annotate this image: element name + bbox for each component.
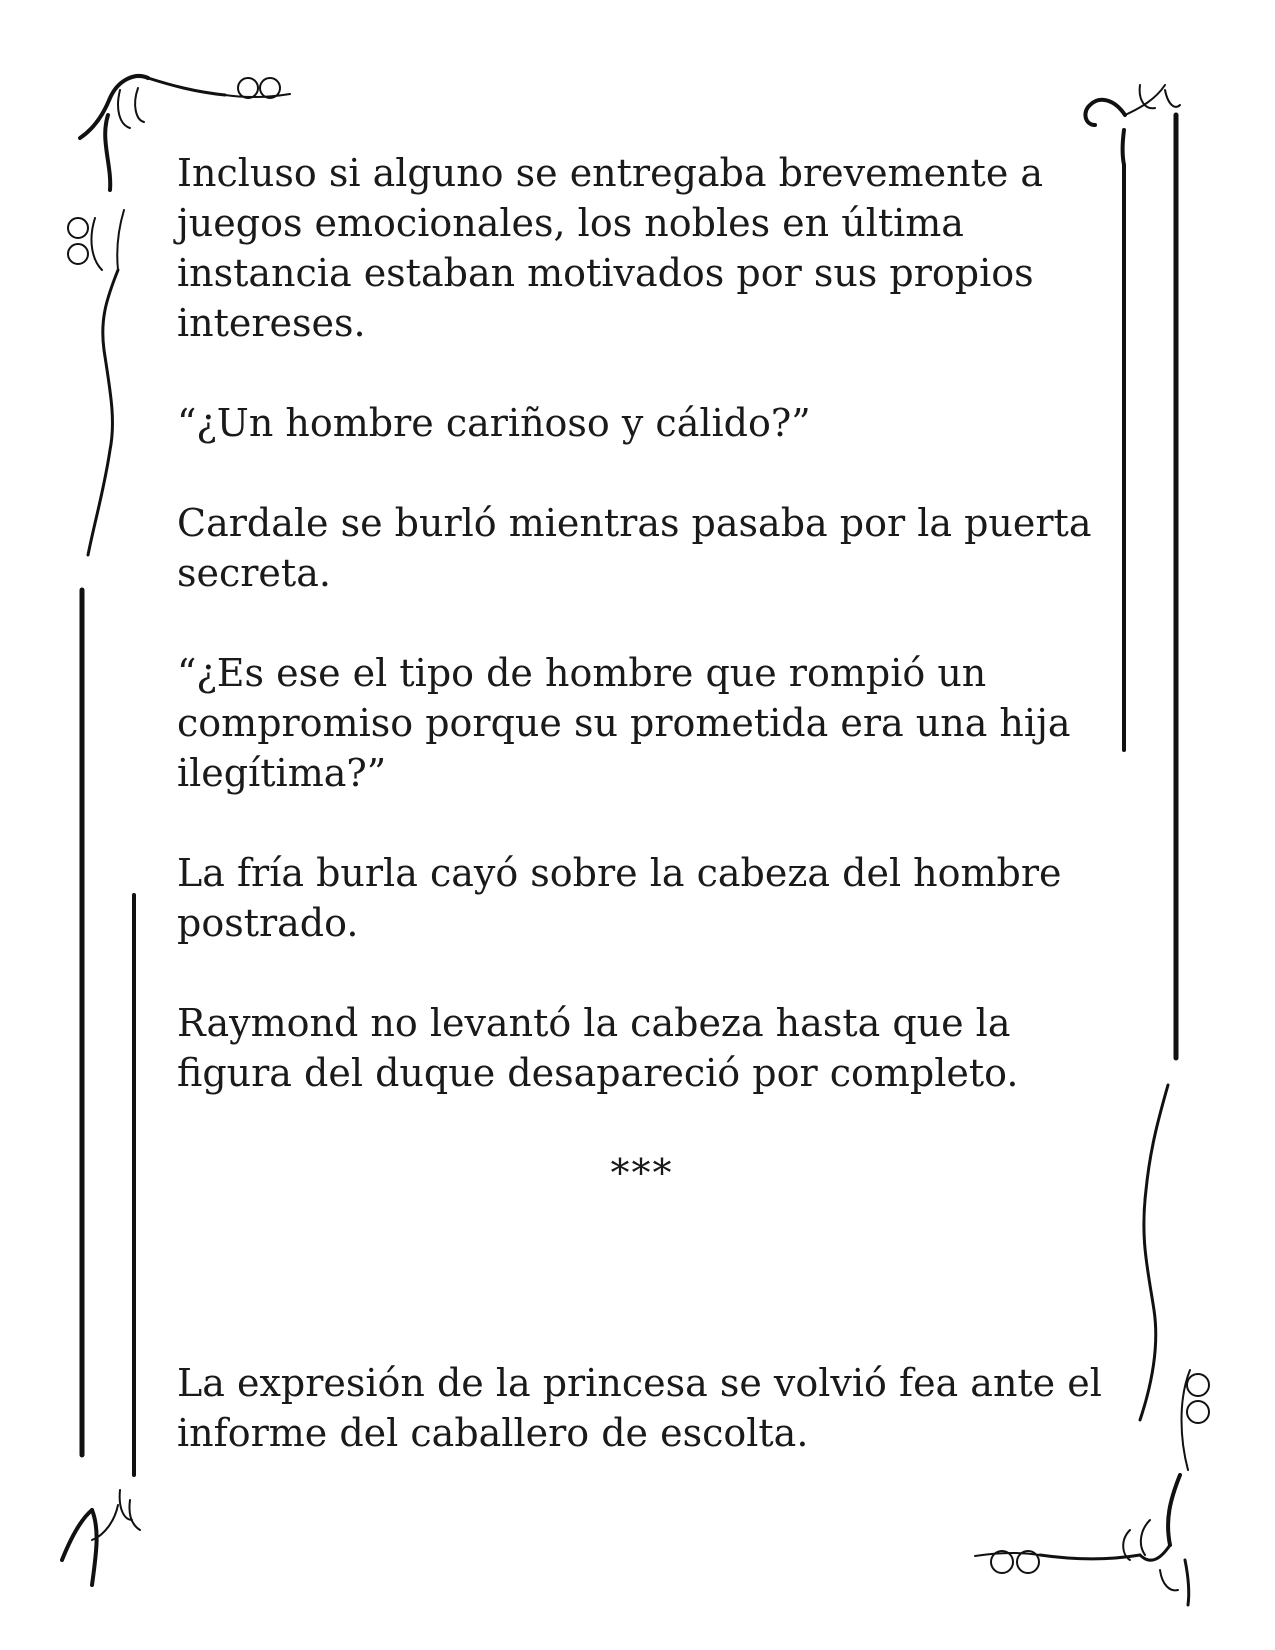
paragraph-2: “¿Un hombre cariñoso y cálido?” — [177, 401, 811, 445]
paragraph-5: La fría burla cayó sobre la cabeza del hombre postrado. — [177, 851, 1062, 945]
paragraph-6: Raymond no levantó la cabeza hasta que la figura del duque desapareció por completo. — [177, 1001, 1019, 1095]
closing-paragraph: La expresión de la princesa se volvió fea ante el informe del caballero de escolta. — [177, 1361, 1102, 1455]
paragraph-4: “¿Es ese el tipo de hombre que rompió un compromiso porque su prometida era una hija ilegítima?” — [177, 651, 1071, 795]
ornamental-flourish-bottom-left — [62, 1490, 140, 1585]
paragraph-1: Incluso si alguno se entregaba brevemente a juegos emocionales, los nobles en última instancia estaban motivados por sus propios intereses. — [177, 151, 1044, 345]
page-body — [177, 148, 1117, 1198]
paragraph-3: Cardale se burló mientras pasaba por la puerta secreta. — [177, 501, 1092, 595]
scene-separator: *** — [610, 1151, 674, 1195]
